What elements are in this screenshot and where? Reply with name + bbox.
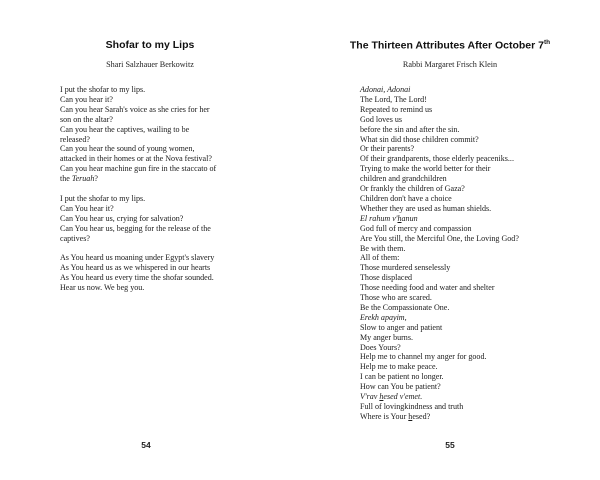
poem-line: I can be patient no longer. xyxy=(360,372,444,382)
poem-line: As You heard us every time the shofar sounded. xyxy=(60,273,214,283)
poem-line: God loves us xyxy=(360,114,403,124)
poem-line: Can you hear Sarah's voice as she cries for her xyxy=(60,104,210,114)
italic-word: Teruah xyxy=(71,174,95,184)
poem-line: I put the shofar to my lips. xyxy=(60,193,146,203)
poem-line: Can You hear us, crying for salvation? xyxy=(60,213,184,223)
poem-line: Or frankly the children of Gaza? xyxy=(360,184,465,194)
title-superscript: th xyxy=(543,39,551,46)
stanza-break xyxy=(60,184,272,194)
poem-line: released? xyxy=(60,134,90,144)
poem-line: son on the altar? xyxy=(60,114,113,124)
poem-line: Full of lovingkindness and truth xyxy=(360,402,464,411)
poem-line: Can You hear it? xyxy=(60,203,114,213)
page-number: 54 xyxy=(141,440,151,450)
poem-line: El rahum v'hanun xyxy=(360,213,418,223)
poem-line: How can You be patient? xyxy=(360,382,441,392)
poem-author: Rabbi Margaret Frisch Klein xyxy=(402,60,498,69)
poem-line: Help me to channel my anger for good. xyxy=(360,352,487,362)
poem-line: Repeated to remind us xyxy=(360,104,433,114)
page-number: 55 xyxy=(445,440,455,450)
poem-line: Help me to make peace. xyxy=(360,362,438,372)
poem-line: Children don't have a choice xyxy=(360,193,452,203)
poem-line: Can you hear it? xyxy=(60,94,113,104)
right-page xyxy=(300,0,600,480)
poem-line: I put the shofar to my lips. xyxy=(60,85,146,94)
poem-line: before the sin and after the sin. xyxy=(360,124,460,134)
poem-line-teruah: the Teruah? xyxy=(60,174,98,184)
poem-line: Those murdered senselessly xyxy=(360,263,451,273)
underlined-h: h xyxy=(408,411,413,421)
poem-line: As You heard us as we whispered in our hearts xyxy=(60,263,211,273)
poem-line: Whether they are used as human shields. xyxy=(360,203,492,213)
poem-title-text: The Thirteen Attributes After October 7 xyxy=(349,39,544,52)
poem-line: Those needing food and water and shelter xyxy=(360,283,495,293)
poem-body xyxy=(60,85,272,293)
poem-line: All of them: xyxy=(360,253,400,263)
poem-line: Those who are scared. xyxy=(360,293,432,303)
poem-line: Does Yours? xyxy=(360,342,401,352)
poem-line: Be with them. xyxy=(360,243,406,253)
poem-line: As You heard us moaning under Egypt's slavery xyxy=(60,253,215,263)
poem-title: Shofar to my Lips xyxy=(105,39,195,51)
poem-line: My anger burns. xyxy=(360,332,413,342)
poem-line: Of their grandparents, those elderly peaceniks... xyxy=(360,154,514,164)
poem-line: Are You still, the Merciful One, the Loving God? xyxy=(360,233,519,243)
poem-line: Can you hear the sound of young women, xyxy=(60,144,195,154)
poem-line: Can you hear the captives, wailing to be xyxy=(60,124,190,134)
poem-line: children and grandchildren xyxy=(360,174,447,184)
poem-line: captives? xyxy=(60,233,90,243)
poem-line: Trying to make the world better for their xyxy=(360,164,491,174)
poem-line: The Lord, The Lord! xyxy=(360,94,427,104)
poem-line: Can you hear machine gun fire in the staccato of xyxy=(60,164,217,174)
poem-line: attacked in their homes or at the Nova festival? xyxy=(60,154,212,164)
poem-author: Shari Salzhauer Berkowitz xyxy=(106,60,194,69)
poem-line: Where is Your hesed? xyxy=(360,411,431,421)
poem-line: God full of mercy and compassion xyxy=(360,223,472,233)
poem-title xyxy=(300,39,600,52)
poem-line: Slow to anger and patient xyxy=(360,322,443,332)
underlined-h: h xyxy=(379,392,384,402)
poem-line: What sin did those children commit? xyxy=(360,134,479,144)
poem-line: Adonai, Adonai xyxy=(360,85,411,94)
poem-line: V'rav hesed v'emet. xyxy=(360,392,423,402)
poem-line: Those displaced xyxy=(360,273,413,283)
poem-line: Erekh apayim, xyxy=(360,312,407,322)
underlined-h: h xyxy=(397,213,402,223)
poem-line: Or their parents? xyxy=(360,144,415,154)
poem-line: Can You hear us, begging for the release of the xyxy=(60,223,211,233)
poem-line: Be the Compassionate One. xyxy=(360,302,450,312)
poem-line: Hear us now. We beg you. xyxy=(60,283,145,293)
stanza-break xyxy=(60,243,272,253)
poem-body xyxy=(360,85,572,422)
